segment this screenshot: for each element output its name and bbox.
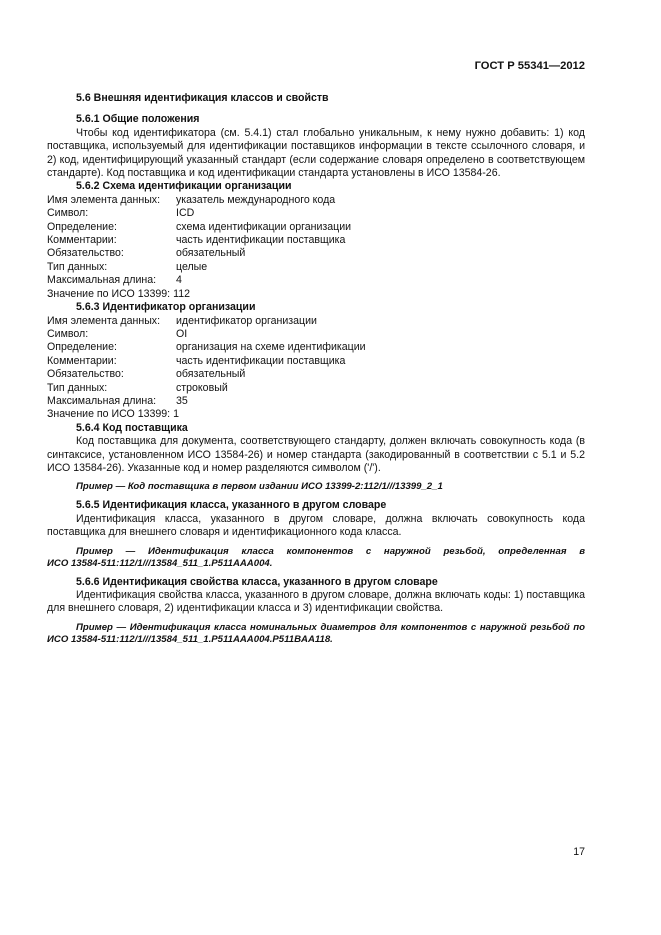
definition-value: часть идентификации поставщика: [176, 234, 346, 247]
definition-value: часть идентификации поставщика: [176, 354, 346, 367]
definition-row: [47, 207, 585, 220]
definition-row-iso: [47, 288, 585, 301]
document-page: [47, 0, 585, 935]
definition-row: [47, 395, 585, 408]
definition-key: Значение по ИСО 13399:: [47, 408, 171, 421]
definition-row: [47, 368, 585, 381]
definition-row: [47, 247, 585, 260]
definition-key: Комментарии:: [47, 354, 117, 367]
subsection-5-6-3-definition-list: [47, 315, 585, 422]
subsection-5-6-4-title: 5.6.4 Код поставщика: [76, 421, 188, 434]
definition-value: 35: [176, 394, 188, 407]
subsection-5-6-4-example: Пример — Код поставщика в первом издании ИСО 13399-2:112/1///13399_2_1: [76, 481, 443, 493]
definition-key: Тип данных:: [47, 381, 108, 394]
definition-row: [47, 261, 585, 274]
definition-row-iso: [47, 408, 585, 421]
subsection-5-6-1-text: Чтобы код идентификатора (см. 5.4.1) стал глобально уникальным, к нему нужно добавить: 1) код поставщика, используемый для идентификации поставщиков информации в тексте ссылочного словаря, и 2) код, идентифицирующий указанный стандарт (если содержание словаря определено в соответствующем стандарте). Код поставщика и код идентификации стандарта установлены в ИСО 13584-26.: [47, 126, 585, 180]
definition-key: Комментарии:: [47, 234, 117, 247]
definition-row: [47, 382, 585, 395]
definition-row: [47, 341, 585, 354]
definition-value: организация на схеме идентификации: [176, 341, 366, 354]
definition-key: Имя элемента данных:: [47, 314, 161, 327]
definition-row: [47, 234, 585, 247]
definition-row: [47, 194, 585, 207]
definition-key: Значение по ИСО 13399:: [47, 287, 171, 300]
subsection-5-6-4-text: Код поставщика для документа, соответствующего стандарту, должен включать совокупность кода (в синтаксисе, установленном ИСО 13584-26) и номер стандарта (закодированный в соответствии с 5.1 и 5.2 ИСО 13584-26). Указанные код и номер разделяются символом ('/').: [47, 435, 585, 474]
definition-key: Имя элемента данных:: [47, 193, 161, 206]
subsection-5-6-5-example-line-1: Пример — Идентификация класса компонентов с наружной резьбой, определенная в: [76, 545, 585, 557]
definition-key: Символ:: [47, 207, 89, 220]
subsection-5-6-6-text: Идентификация свойства класса, указанного в другом словаре, должна включать коды: 1) поставщика для внешнего словаря, 2) идентификации класса и 3) идентификации свойства.: [47, 589, 585, 615]
definition-value: 1: [173, 408, 180, 421]
definition-value: идентификатор организации: [176, 314, 317, 327]
subsection-5-6-1-title: 5.6.1 Общие положения: [76, 113, 200, 126]
definition-row: [47, 355, 585, 368]
definition-value: ICD: [176, 207, 195, 220]
definition-row: [47, 274, 585, 287]
definition-key: Символ:: [47, 327, 89, 340]
subsection-5-6-6-title: 5.6.6 Идентификация свойства класса, указанного в другом словаре: [76, 575, 438, 588]
subsection-5-6-3-title: 5.6.3 Идентификатор организации: [76, 301, 256, 314]
definition-value: обязательный: [176, 368, 246, 381]
definition-value: OI: [176, 327, 188, 340]
subsection-5-6-5-title: 5.6.5 Идентификация класса, указанного в другом словаре: [76, 499, 387, 512]
definition-value: целые: [176, 260, 208, 273]
definition-value: строковый: [176, 381, 228, 394]
subsection-5-6-2-title: 5.6.2 Схема идентификации организации: [76, 180, 292, 193]
definition-value: 4: [176, 274, 182, 287]
definition-value: указатель международного кода: [176, 193, 336, 206]
definition-key: Обязательство:: [47, 247, 124, 260]
subsection-5-6-5-text: Идентификация класса, указанного в другом словаре, должна включать совокупность кода поставщика для внешнего словаря и идентификационного кода класса.: [47, 512, 585, 539]
definition-row: [47, 328, 585, 341]
subsection-5-6-5-example-line-2: ИСО 13584-511:112/1///13584_511_1.P511AAA004.: [47, 557, 273, 569]
definition-value: обязательный: [176, 247, 246, 260]
definition-value: схема идентификации организации: [176, 220, 352, 233]
definition-value: 112: [173, 287, 191, 300]
subsection-5-6-6-example: Пример — Идентификация класса номинальных диаметров для компонентов с наружной резьбой по ИСО 13584-511:112/1///13584_511_1.P511AAA004.P511BAA118.: [47, 621, 585, 645]
standard-code-header: ГОСТ Р 55341—2012: [474, 60, 585, 72]
page-number: 17: [573, 846, 585, 858]
definition-key: Максимальная длина:: [47, 394, 157, 407]
definition-key: Обязательство:: [47, 368, 124, 381]
definition-row: [47, 221, 585, 234]
subsection-5-6-2-definition-list: [47, 194, 585, 301]
document-content: [47, 92, 585, 646]
definition-key: Определение:: [47, 341, 117, 354]
definition-key: Максимальная длина:: [47, 274, 157, 287]
definition-key: Определение:: [47, 220, 117, 233]
definition-row: [47, 315, 585, 328]
definition-key: Тип данных:: [47, 260, 108, 273]
section-title: 5.6 Внешняя идентификация классов и свойств: [76, 92, 329, 104]
